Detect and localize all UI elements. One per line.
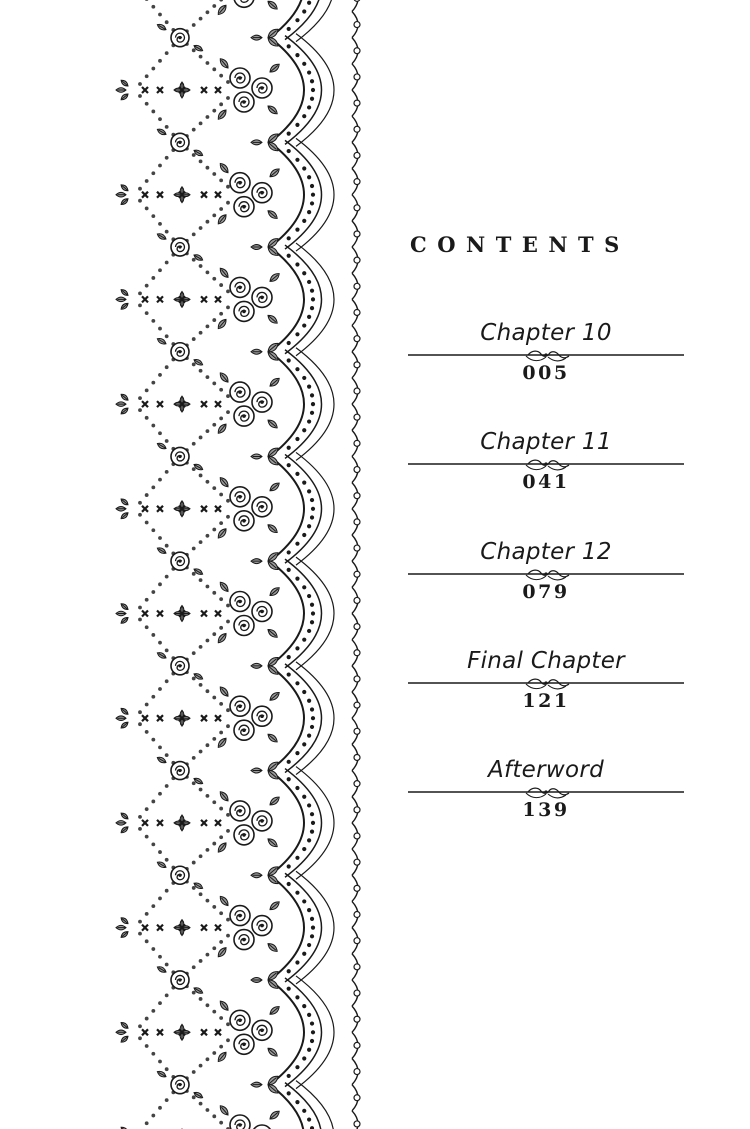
toc-page-number: 041 [522,471,570,493]
toc-chapter-name: Chapter 12 [480,539,612,565]
toc-entry-chapter-12 [408,539,684,619]
toc-entry-chapter-11 [408,429,684,509]
toc-entry-afterword [408,757,684,837]
toc-entry-chapter-10 [408,320,684,400]
toc-chapter-name: Final Chapter [467,648,625,674]
toc-entry-final-chapter [408,648,684,728]
toc-chapter-name: Chapter 10 [480,320,612,346]
toc-chapter-name: Chapter 11 [480,429,612,455]
toc-page-number: 121 [522,690,570,712]
toc-page-number: 005 [522,362,570,384]
contents-heading: CONTENTS [410,232,630,257]
toc-page-number: 079 [522,581,570,603]
toc-page-number: 139 [522,799,570,821]
toc-chapter-name: Afterword [487,757,605,783]
